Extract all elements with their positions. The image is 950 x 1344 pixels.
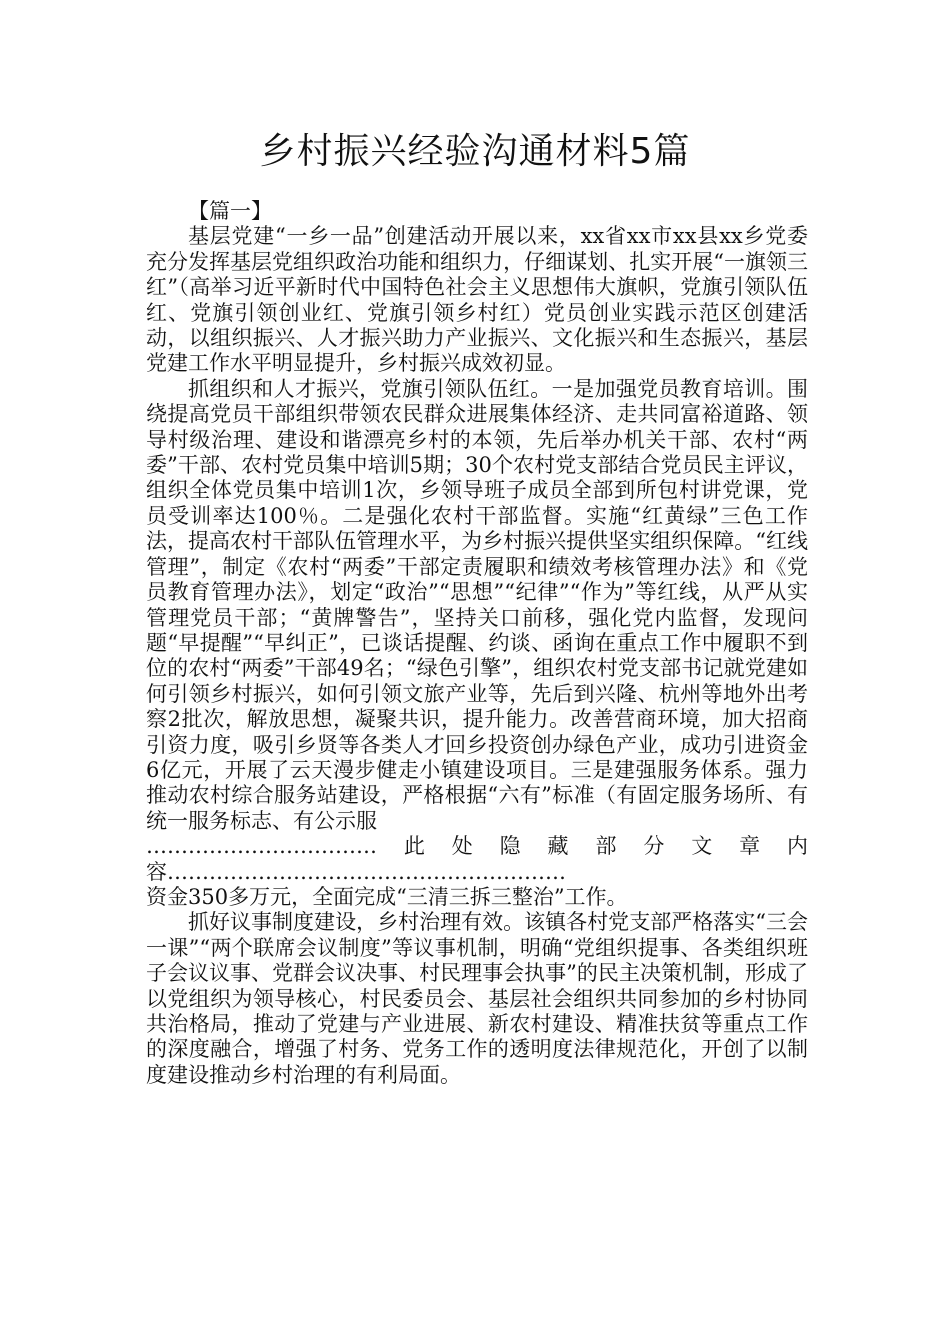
paragraph: 抓组织和人才振兴，党旗引领队伍红。一是加强党员教育培训。围绕提高党员干部组织带领农民群众进展集体经济、走共同富裕道路、领导村级治理、建设和谐漂亮乡村的本领，先后举办机关干部、农村“两委”干部、农村党员集中培训5期；30个农村党支部结合党员民主评议，组织全体党员集中培训1次，乡领导班子成员全部到所包村讲党课，党员受训率达100％。二是强化农村干部监督。实施“红黄绿”三色工作法，提高农村干部队伍管理水平，为乡村振兴提供坚实组织保障。“红线管理”，制定《农村“两委”干部定责履职和绩效考核管理办法》和《党员教育管理办法》，划定“政治”“思想”“纪律”“作为”等红线，从严从实管理党员干部；“黄牌警告”，坚持关口前移，强化党内监督，发现问题“早提醒”“早纠正”，已谈话提醒、约谈、函询在重点工作中履职不到位的农村“两委”干部49名；“绿色引擎”，组织农村党支部书记就党建如何引领乡村振兴，如何引领文旅产业等，先后到兴隆、杭州等地外出考察2批次，解放思想，凝聚共识，提升能力。改善营商环境，加大招商引资力度，吸引乡贤等各类人才回乡投资创办绿色产业，成功引进资金6亿元，开展了云天漫步健走小镇建设项目。三是建强服务体系。强力推动农村综合服务站建设，严格根据“六有”标准（有固定服务场所、有统一服务标志、有公示服 xyxy=(146,376,808,833)
paragraph: 基层党建“一乡一品”创建活动开展以来，xx省xx市xx县xx乡党委充分发挥基层党组织政治功能和组织力，仔细谋划、扎实开展“一旗领三红”（高举习近平新时代中国特色社会主义思想伟大旗帜，党旗引领队伍红、党旗引领创业红、党旗引领乡村红）党员创业实践示范区创建活动，以组织振兴、人才振兴助力产业振兴、文化振兴和生态振兴，基层党建工作水平明显提升，乡村振兴成效初显。 xyxy=(146,224,808,376)
hidden-content-notice: ……………………………此处隐藏部分文章内容………………………………………………… xyxy=(146,834,808,884)
section-label: 【篇一】 xyxy=(188,199,272,223)
document-title: 乡村振兴经验沟通材料5篇 xyxy=(259,131,691,172)
paragraph: 抓好议事制度建设，乡村治理有效。该镇各村党支部严格落实“三会一课”“两个联席会议制度”等议事机制，明确“党组织提事、各类组织班子会议议事、党群会议决事、村民理事会执事”的民主决策机制，形成了以党组织为领导核心，村民委员会、基层社会组织共同参加的乡村协同共治格局，推动了党建与产业进展、新农村建设、精准扶贫等重点工作的深度融合，增强了村务、党务工作的透明度法律规范化，开创了以制度建设推动乡村治理的有利局面。 xyxy=(146,910,808,1087)
paragraph: 资金350多万元，全面完成“三清三拆三整治”工作。 xyxy=(146,884,628,909)
document-body xyxy=(146,199,808,1088)
